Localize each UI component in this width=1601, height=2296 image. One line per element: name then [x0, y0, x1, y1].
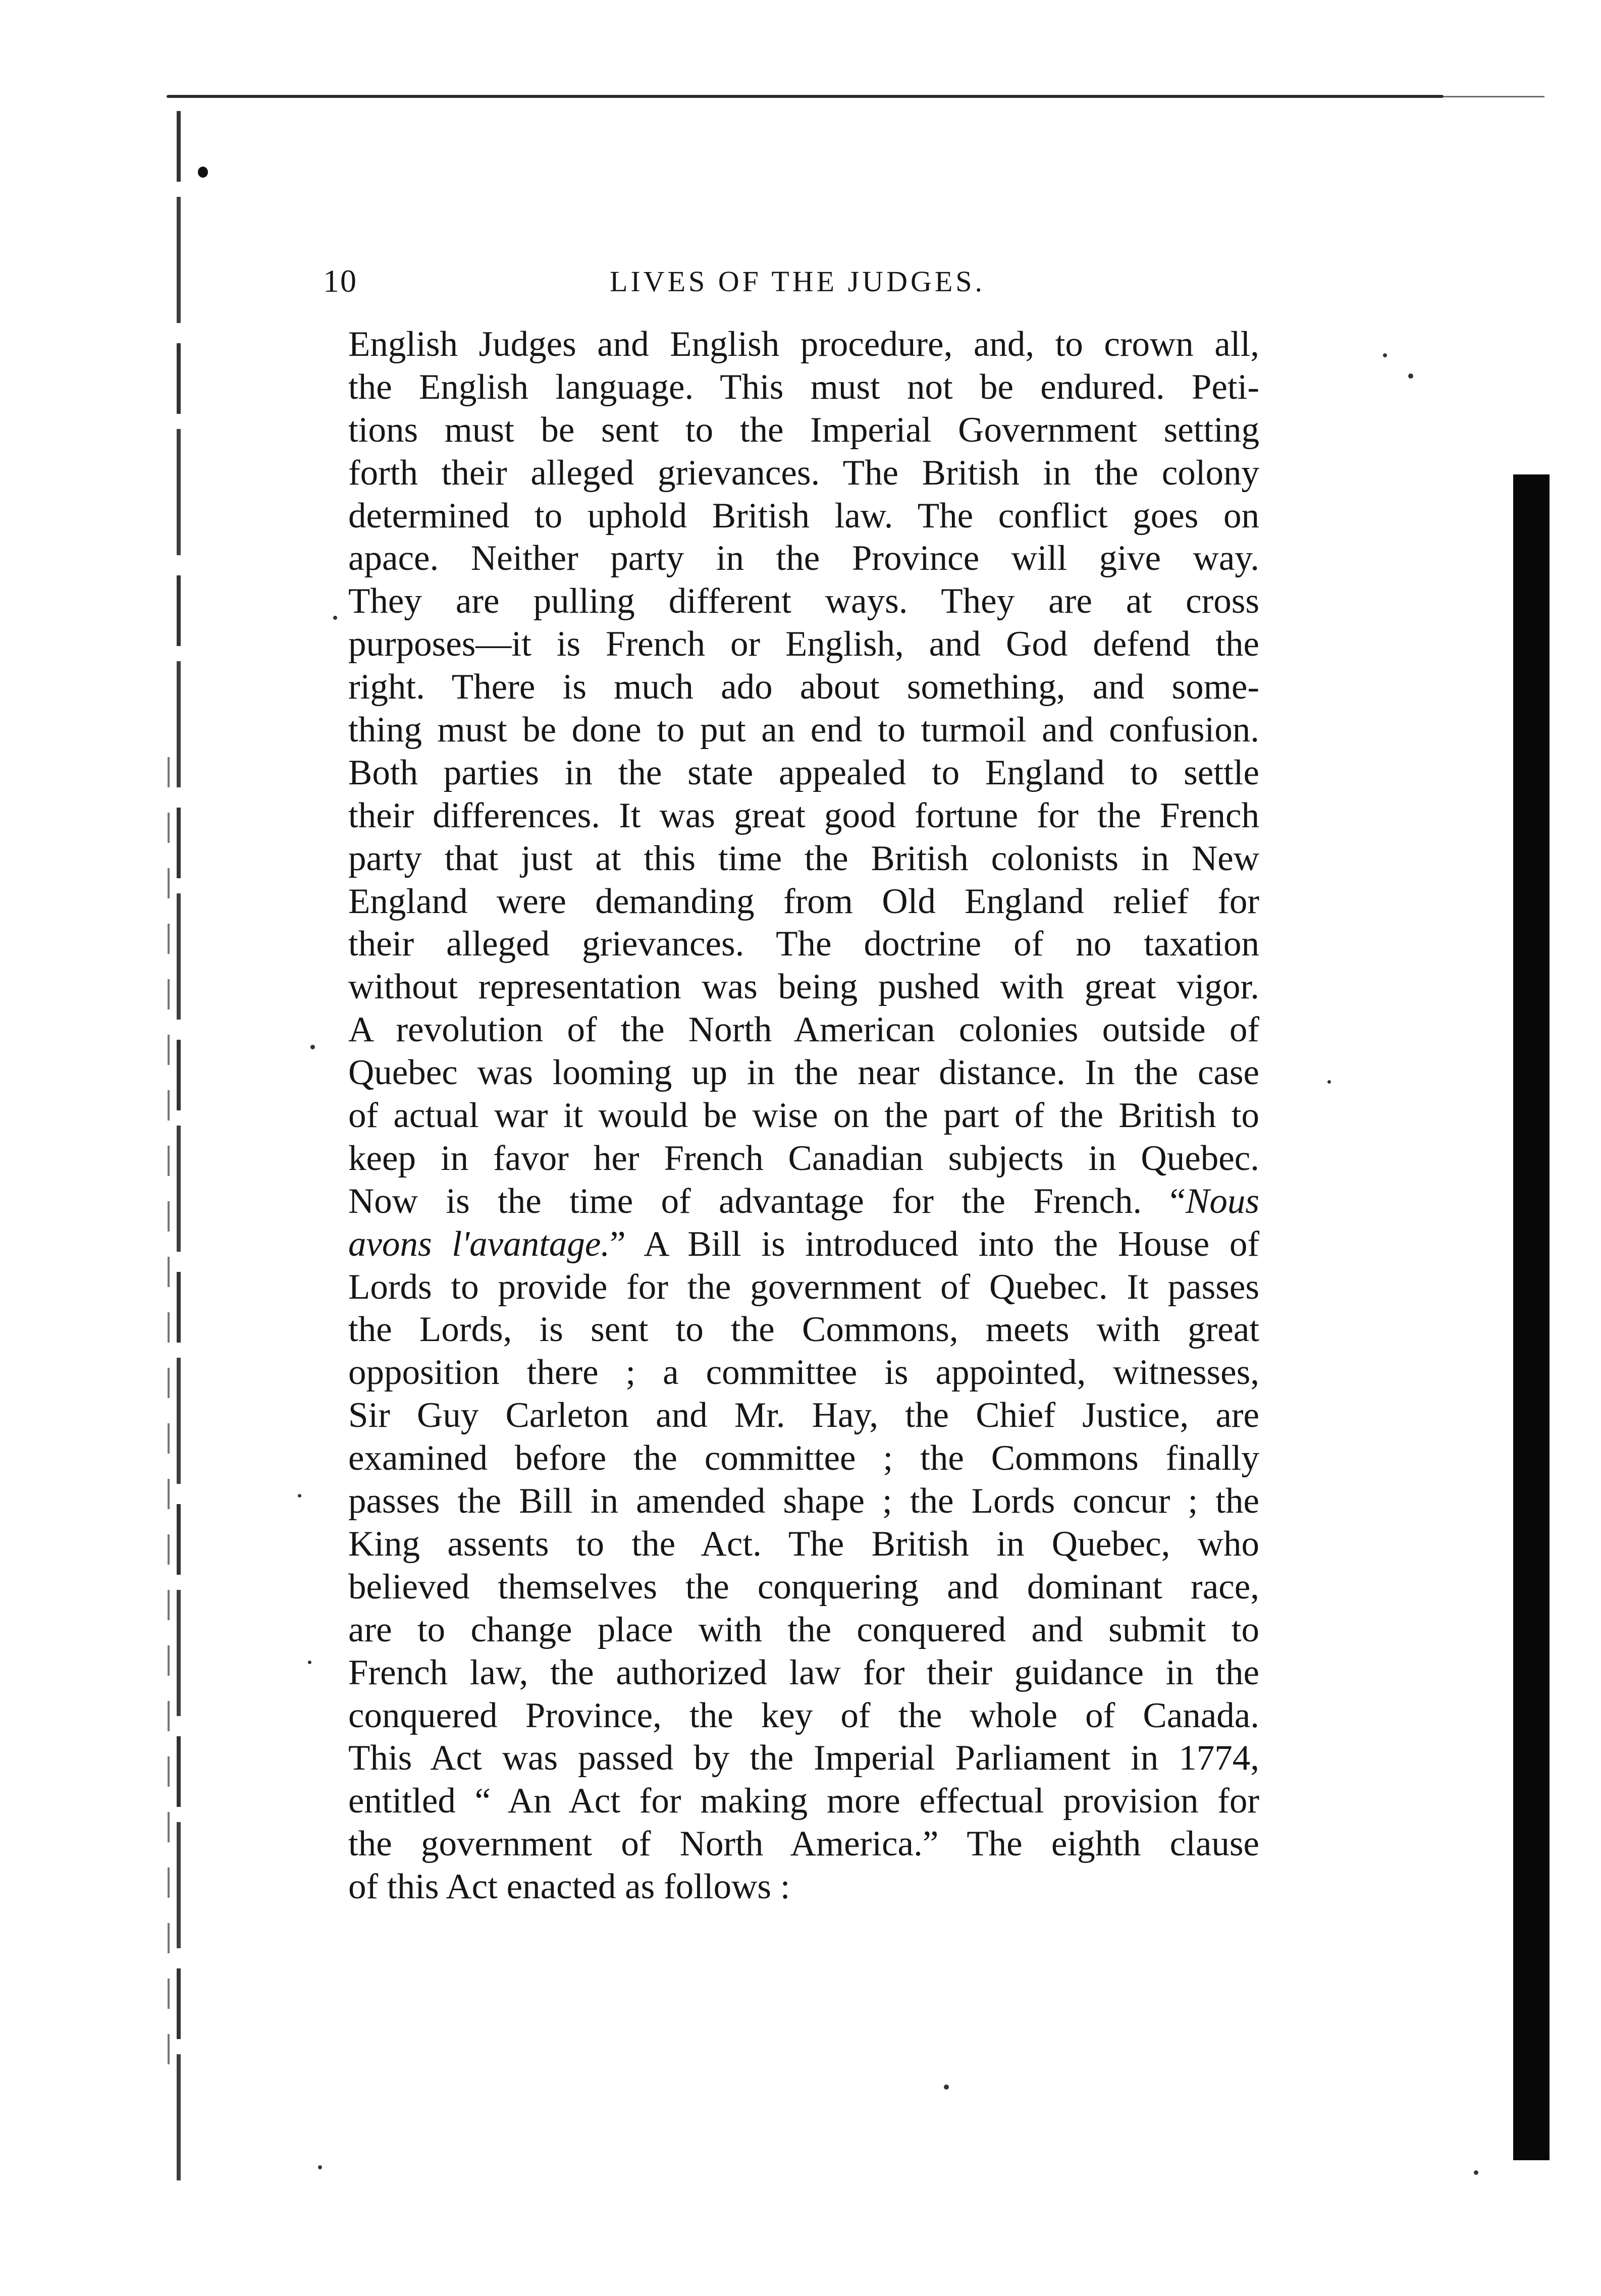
speck — [944, 2085, 949, 2090]
text-line: tions must be sent to the Imperial Government setting — [348, 410, 1259, 450]
text-line: keep in favor her French Canadian subjects in Quebec. — [348, 1138, 1259, 1178]
speck — [1408, 373, 1413, 379]
text-line: conquered Province, the key of the whole of Canada. — [348, 1695, 1259, 1735]
text-line: party that just at this time the British colonists in New — [348, 838, 1259, 878]
text-line: the Lords, is sent to the Commons, meets with great — [348, 1310, 1259, 1350]
speck — [1383, 353, 1387, 357]
text-line: opposition there ; a committee is appointed, witnesses, — [348, 1353, 1259, 1393]
speck — [310, 1045, 315, 1049]
page-header — [323, 262, 1272, 308]
text-line: French law, the authorized law for their guidance in the — [348, 1652, 1259, 1692]
text-line: passes the Bill in amended shape ; the Lords concur ; the — [348, 1481, 1259, 1521]
text-line: the government of North America.” The eighth clause — [348, 1824, 1259, 1864]
text-line: Both parties in the state appealed to England to settle — [348, 753, 1259, 792]
text-line: right. There is much ado about something, and some- — [348, 667, 1259, 707]
italic-phrase: avons l'avantage. — [348, 1224, 610, 1264]
text-line: thing must be done to put an end to turmoil and confusion. — [348, 710, 1259, 750]
text-line: the English language. This must not be endured. Peti- — [348, 367, 1259, 407]
text-line: English Judges and English procedure, and, to crown all, — [348, 325, 1259, 364]
speck — [318, 2165, 322, 2169]
text-line: England were demanding from Old England relief for — [348, 881, 1259, 921]
binding-edge-shadow — [168, 757, 170, 2069]
top-rule — [167, 95, 1444, 98]
running-head: LIVES OF THE JUDGES. — [609, 265, 986, 298]
text-line: apace. Neither party in the Province will give way. — [348, 539, 1259, 578]
text-line: Quebec was looming up in the near distance. In the case — [348, 1053, 1259, 1093]
text-line: Lords to provide for the government of Quebec. It passes — [348, 1267, 1259, 1307]
ink-mark — [198, 167, 208, 178]
text-line: entitled “ An Act for making more effectual provision for — [348, 1781, 1259, 1821]
text-line: of this Act enacted as follows : — [348, 1867, 790, 1907]
text-line: their alleged grievances. The doctrine of no taxation — [348, 924, 1259, 964]
body-text — [348, 323, 1259, 1908]
speck — [1327, 1080, 1331, 1084]
speck — [333, 616, 337, 620]
italic-phrase: Nous — [1186, 1181, 1259, 1221]
text-line: Sir Guy Carleton and Mr. Hay, the Chief Justice, are — [348, 1396, 1259, 1435]
text-line: determined to uphold British law. The conflict goes on — [348, 496, 1259, 536]
text-line: purposes—it is French or English, and God defend the — [348, 624, 1259, 664]
text-line: King assents to the Act. The British in Quebec, who — [348, 1524, 1259, 1564]
text-line: This Act was passed by the Imperial Parliament in 1774, — [348, 1738, 1259, 1778]
scan-edge-bar — [1513, 474, 1550, 2160]
text-line: A revolution of the North American colonies outside of — [348, 1010, 1259, 1050]
text-line: are to change place with the conquered and submit to — [348, 1610, 1259, 1649]
binding-edge — [177, 111, 181, 2201]
text-line-with-italic — [348, 1223, 1259, 1266]
text-line: without representation was being pushed with great vigor. — [348, 967, 1259, 1007]
text-line: believed themselves the conquering and dominant race, — [348, 1567, 1259, 1607]
speck — [298, 1494, 301, 1498]
page-number: 10 — [323, 263, 357, 299]
text-line: examined before the committee ; the Commons finally — [348, 1438, 1259, 1478]
text-line: their differences. It was great good fortune for the French — [348, 795, 1259, 835]
text-line: They are pulling different ways. They are at cross — [348, 581, 1259, 621]
text-line: forth their alleged grievances. The British in the colony — [348, 453, 1259, 493]
text-line: of actual war it would be wise on the part of the British to — [348, 1096, 1259, 1136]
top-rule-tail — [1444, 96, 1544, 97]
speck — [308, 1661, 311, 1664]
text-segment: ” A Bill is introduced into the House of — [610, 1224, 1259, 1264]
speck — [1474, 2170, 1478, 2175]
text-line-with-italic — [348, 1180, 1259, 1223]
text-segment: Now is the time of advantage for the French. “ — [348, 1181, 1186, 1221]
